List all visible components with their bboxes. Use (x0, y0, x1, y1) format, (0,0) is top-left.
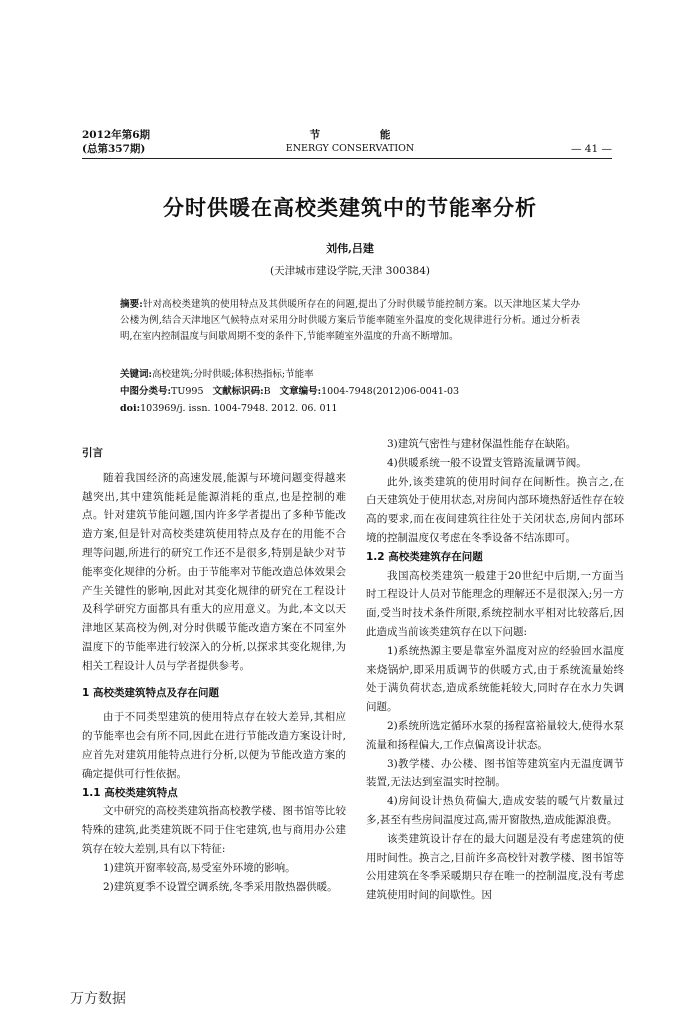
journal-name-en: ENERGY CONSERVATION (285, 143, 415, 154)
keywords-label: 关键词: (120, 369, 153, 380)
watermark-footer: 万方数据 (70, 991, 126, 1007)
problem-item-3: 3)教学楼、办公楼、图书馆等建筑室内无温度调节装置,无法达到室温实时控制。 (366, 757, 624, 789)
article-authors: 刘伟,吕建 (326, 242, 374, 255)
problem-item-4: 4)房间设计热负荷偏大,造成安装的暖气片数量过多,甚至有些房间温度过高,需开窗散热,造成能源浪费。 (366, 795, 624, 826)
intro-paragraph: 随着我国经济的高速发展,能源与环境问题变得越来越突出,其中建筑能耗是能源消耗的重点,也是控制的难点。针对建筑节能问题,国内许多学者提出了多种节能改造方案,但是针对高校类建筑使用特点及存在的用能不合理等问题,所进行的研究工作还不是很多,特别是缺少对节能率变化规律的分析。由于节能率对节能改造总体效果会产生关键性的影响,因此对其变化规律的研究在工程设计及科学研究方面都具有重大的应用意义。为此,本文以天津地区某高校为例,对分时供暖节能改造方案在不同室外温度下的节能率进行较深入的分析,以探求其变化规律,为相关工程设计人员与学者提供参考。 (82, 471, 346, 672)
total-issue-number: (总第357期) (82, 143, 146, 155)
section11-heading: 1.1 高校类建筑特点 (82, 786, 178, 799)
classification-label: 中图分类号: (120, 386, 172, 397)
abstract (120, 297, 580, 345)
page-number: — 41 — (570, 143, 612, 155)
journal-name (240, 128, 460, 156)
section12-heading: 1.2 高校类建筑存在问题 (366, 550, 483, 563)
doi-label: doi: (120, 403, 141, 414)
section1-heading: 1 高校类建筑特点及存在问题 (82, 686, 219, 699)
journal-name-cn: 节 能 (309, 129, 419, 141)
abstract-label: 摘要: (120, 299, 143, 310)
header-rule (82, 158, 612, 159)
usage-paragraph: 此外,该类建筑的使用时间存在间断性。换言之,在白天建筑处于使用状态,对房间内部环境热舒适性存在较高的要求,而在夜间建筑往往处于关闭状态,房间内部环境的控制温度仅考虑在冬季设备不结冻即可。 (366, 475, 624, 544)
doi (120, 402, 338, 416)
doc-code-label: 文献标识码: (212, 386, 264, 397)
classification-code: TU995 (171, 386, 204, 397)
section11-paragraph: 文中研究的高校类建筑指高校教学楼、图书馆等比较特殊的建筑,此类建筑既不同于住宅建筑,也与商用办公建筑存在较大差别,具有以下特征: (82, 805, 346, 855)
left-column (82, 440, 346, 896)
summary-paragraph: 该类建筑设计存在的最大问题是没有考虑建筑的使用时间性。换言之,目前许多高校针对教学楼、图书馆等公用建筑在冬季采暖期只存在唯一的控制温度,没有考虑建筑使用时间的间歇性。因 (366, 832, 624, 902)
feature-item-1: 1)建筑开窗率较高,易受室外环境的影响。 (103, 861, 296, 874)
journal-issue (82, 128, 150, 156)
author-affiliation: (天津城市建设学院,天津 300384) (270, 265, 430, 277)
problem-item-2: 2)系统所选定循环水泵的扬程富裕量较大,使得水泵流量和扬程偏大,工作点偏离设计状态。 (366, 719, 624, 751)
feature-item-2: 2)建筑夏季不设置空调系统,冬季采用散热器供暖。 (103, 880, 338, 893)
article-title: 分时供暖在高校类建筑中的节能率分析 (163, 196, 537, 220)
keywords-text: 高校建筑;分时供暖;体积热指标;节能率 (152, 369, 314, 380)
classification (120, 385, 459, 399)
section12-paragraph: 我国高校类建筑一般建于20世纪中后期,一方面当时工程设计人员对节能理念的理解还不是很深入;另一方面,受当时技术条件所限,系统控制水平相对比较落后,因此造成当前该类建筑存在以下问题: (366, 569, 624, 638)
problem-item-1: 1)系统热源主要是靠室外温度对应的经验回水温度来烧锅炉,即采用质调节的供暖方式,由于系统流量始终处于满负荷状态,造成系统能耗较大,同时存在水力失调问题。 (366, 644, 624, 714)
article-id-label: 文章编号: (279, 386, 322, 397)
abstract-text: 针对高校类建筑的使用特点及其供暖所存在的问题,提出了分时供暖节能控制方案。以天津地区某大学办公楼为例,结合天津地区气候特点对采用分时供暖方案后节能率随室外温度的变化规律进行分析。通过分析表明,在室内控制温度与间歇周期不变的条件下,节能率随室外温度的升高不断增加。 (120, 299, 580, 342)
article-id: 1004-7948(2012)06-0041-03 (321, 386, 460, 397)
issue-number: 2012年第6期 (82, 129, 151, 141)
feature-item-4: 4)供暖系统一般不设置支管路流量调节阀。 (387, 456, 587, 469)
right-column (366, 435, 624, 905)
feature-item-3: 3)建筑气密性与建材保温性能存在缺陷。 (387, 438, 577, 450)
doi-text: 103969/j. issn. 1004-7948. 2012. 06. 011 (140, 403, 338, 414)
keywords (120, 368, 314, 382)
doc-code: B (263, 386, 271, 397)
section1-paragraph: 由于不同类型建筑的使用特点存在较大差异,其相应的节能率也会有所不同,因此在进行节能改造方案设计时,应首先对建筑用能特点进行分析,以便为节能改造方案的确定提供可行性依据。 (82, 711, 346, 780)
intro-heading: 引言 (82, 447, 103, 459)
